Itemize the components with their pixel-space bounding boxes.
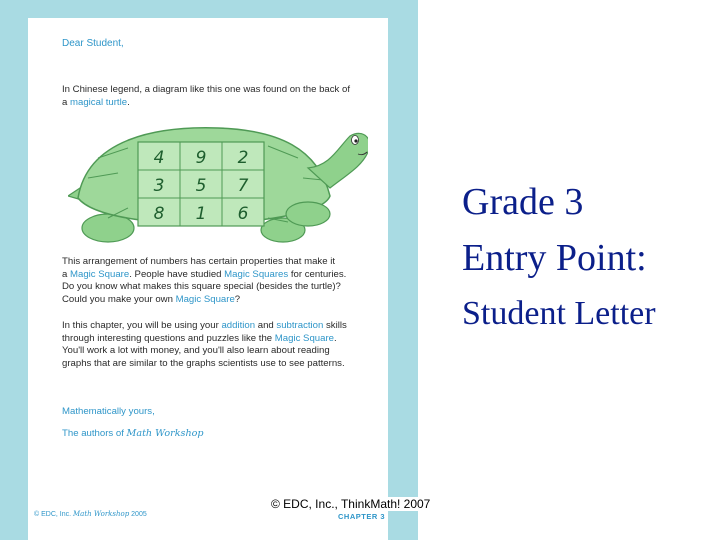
turtle-illustration <box>68 118 368 248</box>
magic-square-cell: 8 <box>153 204 165 224</box>
magic-square-cell: 4 <box>153 148 165 168</box>
magic-square-cell: 1 <box>195 204 207 224</box>
letter-closing: Mathematically yours, <box>62 406 155 417</box>
slide-title <box>462 174 712 342</box>
magic-square-cell: 9 <box>195 148 207 168</box>
student-letter-page <box>28 18 388 540</box>
letter-paragraph-3: In this chapter, you will be using your addition and subtraction skills through interesting questions and puzzles like the Magic Square. You'll work a lot with money, and you'll also learn about reading graphs that are similar to the graphs scientists use to see patterns. <box>62 320 347 369</box>
letter-paragraph-2: This arrangement of numbers has certain properties that make it a Magic Square. People have studied Magic Squares for centuries. Do you know what makes this square special (besides the turtle)? Could you make your own Magic Square? <box>62 256 347 305</box>
magic-square-cell: 5 <box>195 176 207 196</box>
letter-greeting: Dear Student, <box>62 38 124 49</box>
magic-square-cell: 6 <box>237 204 249 224</box>
title-line-student-letter: Student Letter <box>462 295 656 332</box>
page-footer-chapter: CHAPTER 3 <box>338 512 386 521</box>
copyright-notice: © EDC, Inc., ThinkMath! 2007 <box>268 497 433 511</box>
letter-paragraph-1: In Chinese legend, a diagram like this one was found on the back of a magical turtle. <box>62 84 350 108</box>
letter-signature: The authors of Math Workshop <box>62 428 204 439</box>
title-line-entry-point: Entry Point: <box>462 237 647 279</box>
magic-square-cell: 2 <box>237 148 249 168</box>
magic-square-cell: 3 <box>153 176 165 196</box>
page-footer-credit: © EDC, Inc. Math Workshop 2005 <box>34 510 147 518</box>
magic-square-cell: 7 <box>237 176 249 196</box>
title-line-grade: Grade 3 <box>462 181 584 223</box>
